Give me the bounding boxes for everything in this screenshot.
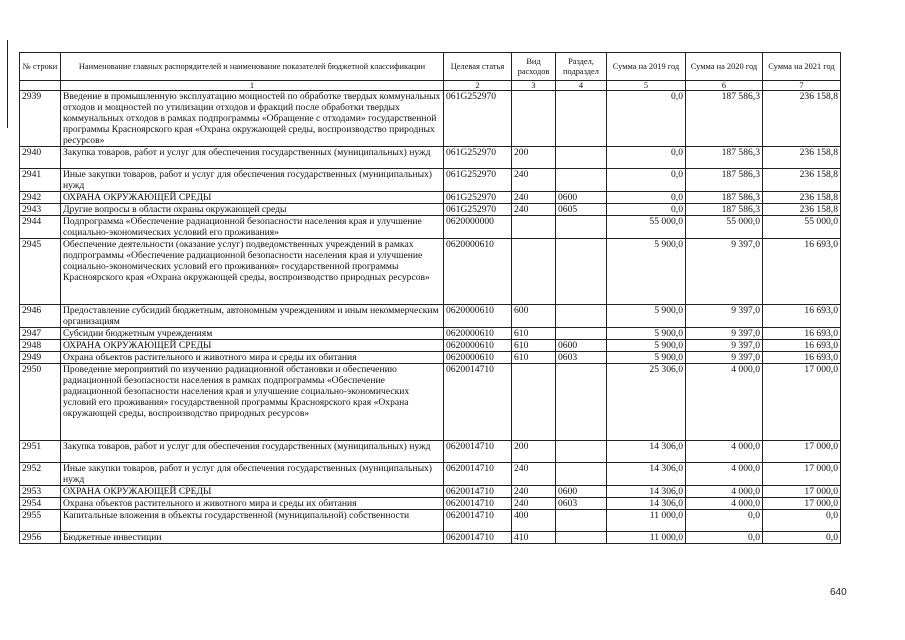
column-number: 3 xyxy=(512,81,556,91)
row-sum-2021: 17 000,0 xyxy=(763,498,841,510)
row-target-code: 061G252970 xyxy=(444,147,512,169)
row-target-code: 0620000610 xyxy=(444,328,512,340)
row-section: 0603 xyxy=(556,352,607,364)
row-sum-2019: 5 900,0 xyxy=(607,352,686,364)
row-sum-2019: 0,0 xyxy=(607,192,686,204)
row-expense-type xyxy=(512,216,556,239)
row-sum-2020: 187 586,3 xyxy=(686,91,763,147)
table-row xyxy=(20,204,841,216)
row-number: 2956 xyxy=(20,532,61,544)
row-sum-2020: 187 586,3 xyxy=(686,147,763,169)
column-number: 7 xyxy=(763,81,841,91)
column-number: 4 xyxy=(556,81,607,91)
row-section xyxy=(556,364,607,441)
row-sum-2019: 0,0 xyxy=(607,91,686,147)
row-sum-2020: 187 586,3 xyxy=(686,169,763,192)
left-margin-line xyxy=(7,40,8,128)
table-row xyxy=(20,441,841,463)
table-row xyxy=(20,91,841,147)
column-number: 5 xyxy=(607,81,686,91)
row-sum-2021: 236 158,8 xyxy=(763,192,841,204)
row-target-code: 0620014710 xyxy=(444,463,512,486)
row-section xyxy=(556,147,607,169)
row-target-code: 0620014710 xyxy=(444,510,512,532)
row-sum-2020: 55 000,0 xyxy=(686,216,763,239)
row-target-code: 061G252970 xyxy=(444,169,512,192)
row-section: 0600 xyxy=(556,486,607,498)
row-section xyxy=(556,463,607,486)
column-number: 2 xyxy=(444,81,512,91)
row-name: Введение в промышленную эксплуатацию мощностей по обработке твердых коммунальных отходов и мощностей по утилизации отходов и фракций после обработки твердых коммунальных отходов в рамках подпрограммы «Обращение с отходами» государственной программы Красноярского края «Охрана окружающей среды, воспроизводство природных ресурсов» xyxy=(61,91,444,147)
row-number: 2939 xyxy=(20,91,61,147)
table-row xyxy=(20,364,841,441)
row-expense-type xyxy=(512,364,556,441)
row-target-code: 0620014710 xyxy=(444,364,512,441)
row-expense-type xyxy=(512,91,556,147)
row-name: Иные закупки товаров, работ и услуг для обеспечения государственных (муниципальных) нужд xyxy=(61,169,444,192)
row-sum-2020: 4 000,0 xyxy=(686,498,763,510)
row-name: Иные закупки товаров, работ и услуг для обеспечения государственных (муниципальных) нужд xyxy=(61,463,444,486)
row-sum-2021: 16 693,0 xyxy=(763,305,841,328)
row-target-code: 0620014710 xyxy=(444,498,512,510)
row-section xyxy=(556,510,607,532)
table-row xyxy=(20,352,841,364)
row-target-code: 0620000610 xyxy=(444,305,512,328)
budget-sheet xyxy=(19,52,841,544)
row-expense-type: 240 xyxy=(512,498,556,510)
row-section xyxy=(556,91,607,147)
row-number: 2945 xyxy=(20,239,61,305)
row-section: 0605 xyxy=(556,204,607,216)
row-name: Подпрограмма «Обеспечение радиационной безопасности населения края и улучшение социально-экономических условий его проживания» xyxy=(61,216,444,239)
row-target-code: 0620000610 xyxy=(444,340,512,352)
row-name: Проведение мероприятий по изучению радиационной обстановки и обеспечению радиационной безопасности населения в рамках подпрограммы «Обеспечение радиационной безопасности населения края и улучшение социально-экономических условий его проживания» государственной программы Красноярского края «Охрана окружающей среды, воспроизводство природных ресурсов» xyxy=(61,364,444,441)
table-row xyxy=(20,216,841,239)
row-number: 2940 xyxy=(20,147,61,169)
row-name: ОХРАНА ОКРУЖАЮЩЕЙ СРЕДЫ xyxy=(61,340,444,352)
table-header xyxy=(20,53,841,91)
row-name: ОХРАНА ОКРУЖАЮЩЕЙ СРЕДЫ xyxy=(61,192,444,204)
row-sum-2021: 236 158,8 xyxy=(763,204,841,216)
row-sum-2020: 0,0 xyxy=(686,532,763,544)
row-target-code: 0620000610 xyxy=(444,352,512,364)
row-name: Охрана объектов растительного и животного мира и среды их обитания xyxy=(61,352,444,364)
row-number: 2941 xyxy=(20,169,61,192)
row-expense-type: 610 xyxy=(512,352,556,364)
header-sum-2020: Сумма на 2020 год xyxy=(686,53,763,81)
row-section xyxy=(556,305,607,328)
row-sum-2019: 5 900,0 xyxy=(607,239,686,305)
row-sum-2021: 236 158,8 xyxy=(763,169,841,192)
row-sum-2021: 0,0 xyxy=(763,510,841,532)
row-sum-2021: 16 693,0 xyxy=(763,239,841,305)
row-name: Закупка товаров, работ и услуг для обеспечения государственных (муниципальных) нужд xyxy=(61,147,444,169)
row-number: 2952 xyxy=(20,463,61,486)
table-row xyxy=(20,463,841,486)
row-target-code: 0620000610 xyxy=(444,239,512,305)
header-name: Наименование главных распорядителей и наименование показателей бюджетной классификации xyxy=(61,53,444,81)
row-expense-type: 240 xyxy=(512,463,556,486)
row-section: 0600 xyxy=(556,340,607,352)
row-sum-2021: 17 000,0 xyxy=(763,486,841,498)
table-row xyxy=(20,532,841,544)
row-sum-2019: 14 306,0 xyxy=(607,463,686,486)
row-number: 2955 xyxy=(20,510,61,532)
row-sum-2019: 14 306,0 xyxy=(607,498,686,510)
row-expense-type xyxy=(512,239,556,305)
row-sum-2020: 4 000,0 xyxy=(686,441,763,463)
row-sum-2020: 0,0 xyxy=(686,510,763,532)
row-number: 2943 xyxy=(20,204,61,216)
table-body xyxy=(20,91,841,544)
row-sum-2021: 16 693,0 xyxy=(763,352,841,364)
row-sum-2020: 9 397,0 xyxy=(686,352,763,364)
row-section xyxy=(556,239,607,305)
row-target-code: 061G252970 xyxy=(444,204,512,216)
row-sum-2021: 17 000,0 xyxy=(763,364,841,441)
header-section: Раздел, подраздел xyxy=(556,53,607,81)
row-name: Обеспечение деятельности (оказание услуг) подведомственных учреждений в рамках подпрограммы «Обеспечение радиационной безопасности населения края и улучшение социально-экономических условий его проживания» государственной программы Красноярского края «Охрана окружающей среды, воспроизводство природных ресурсов» xyxy=(61,239,444,305)
row-number: 2946 xyxy=(20,305,61,328)
row-sum-2019: 11 000,0 xyxy=(607,510,686,532)
row-sum-2021: 236 158,8 xyxy=(763,147,841,169)
table-row xyxy=(20,147,841,169)
row-target-code: 061G252970 xyxy=(444,192,512,204)
row-expense-type: 240 xyxy=(512,204,556,216)
row-target-code: 0620014710 xyxy=(444,486,512,498)
row-sum-2020: 187 586,3 xyxy=(686,204,763,216)
table-row xyxy=(20,510,841,532)
row-expense-type: 610 xyxy=(512,328,556,340)
row-name: Бюджетные инвестиции xyxy=(61,532,444,544)
row-target-code: 061G252970 xyxy=(444,91,512,147)
row-name: Закупка товаров, работ и услуг для обеспечения государственных (муниципальных) нужд xyxy=(61,441,444,463)
row-sum-2019: 14 306,0 xyxy=(607,486,686,498)
row-target-code: 0620000000 xyxy=(444,216,512,239)
header-code: Целевая статья xyxy=(444,53,512,81)
row-number: 2954 xyxy=(20,498,61,510)
row-expense-type: 400 xyxy=(512,510,556,532)
table-row xyxy=(20,486,841,498)
row-sum-2019: 0,0 xyxy=(607,204,686,216)
column-number: 1 xyxy=(61,81,444,91)
row-sum-2021: 17 000,0 xyxy=(763,463,841,486)
row-section xyxy=(556,216,607,239)
row-sum-2021: 17 000,0 xyxy=(763,441,841,463)
row-name: Другие вопросы в области охраны окружающей среды xyxy=(61,204,444,216)
row-expense-type: 610 xyxy=(512,340,556,352)
row-sum-2019: 25 306,0 xyxy=(607,364,686,441)
row-number: 2949 xyxy=(20,352,61,364)
row-expense-type: 600 xyxy=(512,305,556,328)
row-number: 2953 xyxy=(20,486,61,498)
row-section xyxy=(556,169,607,192)
row-sum-2020: 187 586,3 xyxy=(686,192,763,204)
column-number: 6 xyxy=(686,81,763,91)
row-section xyxy=(556,328,607,340)
row-sum-2019: 5 900,0 xyxy=(607,305,686,328)
row-name: ОХРАНА ОКРУЖАЮЩЕЙ СРЕДЫ xyxy=(61,486,444,498)
column-number xyxy=(20,81,61,91)
row-target-code: 0620014710 xyxy=(444,441,512,463)
row-expense-type: 240 xyxy=(512,486,556,498)
table-row xyxy=(20,192,841,204)
row-expense-type: 200 xyxy=(512,441,556,463)
row-sum-2020: 9 397,0 xyxy=(686,340,763,352)
row-sum-2020: 4 000,0 xyxy=(686,364,763,441)
row-sum-2020: 9 397,0 xyxy=(686,305,763,328)
table-row xyxy=(20,239,841,305)
header-sum-2019: Сумма на 2019 год xyxy=(607,53,686,81)
row-sum-2021: 0,0 xyxy=(763,532,841,544)
row-number: 2948 xyxy=(20,340,61,352)
page-number: 640 xyxy=(830,587,847,598)
budget-table xyxy=(19,52,841,544)
row-sum-2020: 4 000,0 xyxy=(686,486,763,498)
row-sum-2021: 16 693,0 xyxy=(763,328,841,340)
row-sum-2019: 0,0 xyxy=(607,169,686,192)
row-name: Субсидии бюджетным учреждениям xyxy=(61,328,444,340)
row-sum-2019: 55 000,0 xyxy=(607,216,686,239)
header-expense-type: Вид расходов xyxy=(512,53,556,81)
header-sum-2021: Сумма на 2021 год xyxy=(763,53,841,81)
row-name: Охрана объектов растительного и животного мира и среды их обитания xyxy=(61,498,444,510)
row-number: 2947 xyxy=(20,328,61,340)
row-sum-2019: 0,0 xyxy=(607,147,686,169)
row-expense-type: 410 xyxy=(512,532,556,544)
row-number: 2942 xyxy=(20,192,61,204)
row-sum-2021: 55 000,0 xyxy=(763,216,841,239)
table-row xyxy=(20,340,841,352)
table-row xyxy=(20,169,841,192)
row-sum-2019: 11 000,0 xyxy=(607,532,686,544)
table-row xyxy=(20,305,841,328)
row-sum-2020: 9 397,0 xyxy=(686,239,763,305)
row-sum-2021: 236 158,8 xyxy=(763,91,841,147)
row-number: 2951 xyxy=(20,441,61,463)
row-sum-2019: 5 900,0 xyxy=(607,328,686,340)
column-number-row xyxy=(20,81,841,91)
row-section: 0600 xyxy=(556,192,607,204)
row-sum-2020: 4 000,0 xyxy=(686,463,763,486)
row-expense-type: 240 xyxy=(512,192,556,204)
row-number: 2944 xyxy=(20,216,61,239)
row-name: Капитальные вложения в объекты государственной (муниципальной) собственности xyxy=(61,510,444,532)
row-target-code: 0620014710 xyxy=(444,532,512,544)
row-name: Предоставление субсидий бюджетным, автономным учреждениям и иным некоммерческим организациям xyxy=(61,305,444,328)
row-sum-2020: 9 397,0 xyxy=(686,328,763,340)
row-number: 2950 xyxy=(20,364,61,441)
header-row-no: № строки xyxy=(20,53,61,81)
row-section: 0603 xyxy=(556,498,607,510)
row-expense-type: 200 xyxy=(512,147,556,169)
row-sum-2019: 14 306,0 xyxy=(607,441,686,463)
row-expense-type: 240 xyxy=(512,169,556,192)
table-row xyxy=(20,328,841,340)
row-sum-2021: 16 693,0 xyxy=(763,340,841,352)
row-section xyxy=(556,532,607,544)
table-row xyxy=(20,498,841,510)
row-sum-2019: 5 900,0 xyxy=(607,340,686,352)
row-section xyxy=(556,441,607,463)
